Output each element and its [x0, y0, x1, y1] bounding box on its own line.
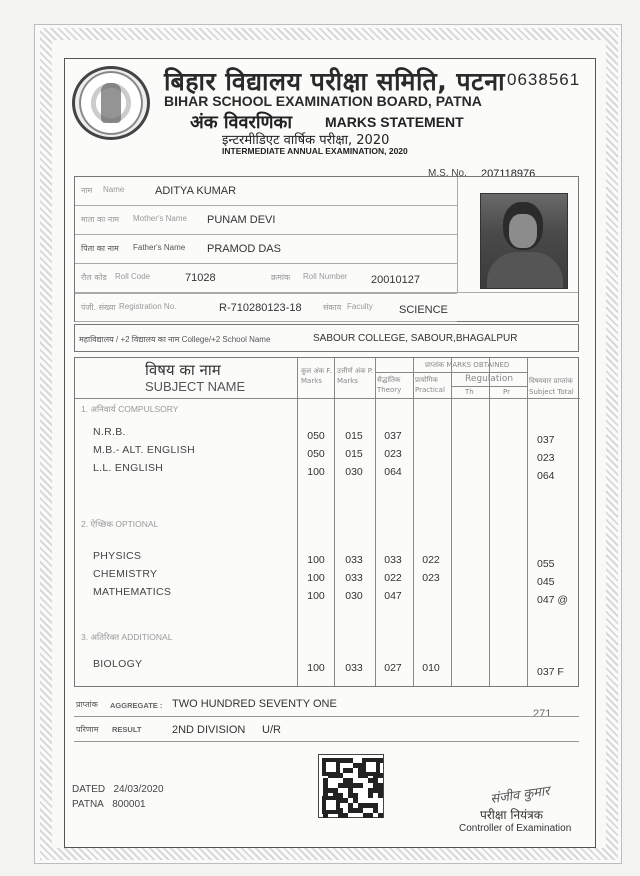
college-name: SABOUR COLLEGE, SABOUR,BHAGALPUR [313, 333, 518, 344]
marks-cell-fm: 100 [307, 572, 325, 584]
exam-name-hindi: इन्टरमीडिएट वार्षिक परीक्षा, 2020 [222, 133, 390, 148]
subject-total: 047 @ [537, 594, 569, 606]
pin-code: 800001 [112, 799, 146, 810]
aggregate-label-hindi: प्राप्तांक [76, 700, 98, 709]
theory-header: सैद्धांतिक Theory [377, 376, 402, 394]
marks-cell-pm: 015 [345, 430, 363, 442]
aggregate-label-english: AGGREGATE : [110, 701, 163, 710]
marks-cell-th: 023 [384, 448, 402, 460]
additional-group-label: 3. अतिरिक्त ADDITIONAL [81, 632, 173, 642]
regulation-practical-header: Pr [503, 388, 510, 396]
father-row [75, 235, 457, 264]
serial-number: 0638561 [507, 70, 581, 89]
subject-total: 055 [537, 558, 555, 570]
name-label-english: Name [103, 185, 125, 194]
ms-number-label: M.S. No. [428, 168, 467, 179]
marks-cell-th: 064 [384, 466, 402, 478]
registration-row [75, 293, 457, 322]
compulsory-group-label: 1. अनिवार्य COMPULSORY [81, 404, 179, 414]
marks-cell-pm: 030 [345, 590, 363, 602]
name-label-hindi: नाम [81, 186, 93, 195]
candidate-photo [480, 193, 568, 289]
registration-label-english: Registration No. [119, 302, 177, 311]
roll-code-label-hindi: रौल कोड [81, 273, 107, 282]
marks-cell-th: 022 [384, 572, 402, 584]
dated-block [72, 784, 164, 810]
marks-cell-pr: 010 [422, 662, 440, 674]
roll-code-label-english: Roll Code [115, 272, 151, 281]
marks-cell-th: 047 [384, 590, 402, 602]
full-marks-header: कुल अंक F. Marks [301, 367, 332, 385]
board-title-hindi: बिहार विद्यालय परीक्षा समिति, पटना [164, 67, 506, 96]
board-emblem-icon [72, 66, 150, 140]
board-title-english: BIHAR SCHOOL EXAMINATION BOARD, PATNA [164, 93, 482, 109]
marks-obtained-header: प्राप्तांक MARKS OBTAINED [425, 361, 510, 369]
division: 2ND DIVISION [172, 724, 246, 736]
regulation-header: Regulation [465, 374, 514, 384]
subject-total: 045 [537, 576, 555, 588]
mother-label-english: Mother's Name [133, 214, 187, 223]
name-row [75, 177, 457, 206]
registration-number: R-710280123-18 [219, 302, 302, 314]
subject-name: M.B.- ALT. ENGLISH [93, 444, 196, 456]
aggregate-row [74, 692, 579, 720]
roll-code: 71028 [185, 272, 216, 284]
registration-label-hindi: पंजी. संख्या [81, 303, 116, 312]
marks-table [74, 357, 579, 687]
subject-total-header: विषयवार प्राप्तांक Subject Total [529, 377, 574, 396]
aggregate-total: 271 [533, 708, 552, 720]
subject-header-english: SUBJECT NAME [145, 379, 246, 394]
controller-signature: संजीव कुमार [489, 783, 551, 808]
controller-title-english: Controller of Examination [459, 823, 572, 834]
faculty-label-english: Faculty [347, 302, 373, 311]
marks-cell-fm: 100 [307, 466, 325, 478]
pass-marks-header: उत्तीर्ण अंक P. Marks [337, 367, 374, 385]
father-name: PRAMOD DAS [207, 243, 281, 255]
marks-cell-th: 037 [384, 430, 402, 442]
mother-row [75, 206, 457, 235]
practical-header: प्रायोगिक Practical [415, 376, 445, 394]
father-label-english: Father's Name [133, 243, 186, 252]
subject-name: MATHEMATICS [93, 586, 172, 598]
exam-name-english: INTERMEDIATE ANNUAL EXAMINATION, 2020 [222, 146, 408, 156]
college-label: महाविद्यालय / +2 विद्यालय का नाम College/+2 School Name [79, 335, 271, 344]
faculty-label-hindi: संकाय [323, 303, 342, 312]
result-label-english: RESULT [112, 725, 142, 734]
issue-date: 24/03/2020 [113, 784, 164, 795]
aggregate-in-words: TWO HUNDRED SEVENTY ONE [172, 698, 337, 710]
marks-cell-pm: 033 [345, 662, 363, 674]
marks-cell-th: 027 [384, 662, 402, 674]
qr-code-icon [318, 754, 384, 818]
optional-group-label: 2. ऐच्छिक OPTIONAL [81, 519, 159, 529]
marks-cell-fm: 100 [307, 554, 325, 566]
subject-total: 037 [537, 434, 555, 446]
marks-cell-pm: 033 [345, 554, 363, 566]
marks-cell-fm: 100 [307, 590, 325, 602]
dated-label: DATED [72, 784, 106, 795]
mother-label-hindi: माता का नाम [81, 215, 120, 224]
result-status: U/R [262, 724, 281, 736]
college-row [74, 324, 579, 352]
marks-cell-pm: 015 [345, 448, 363, 460]
marks-cell-fm: 100 [307, 662, 325, 674]
marks-cell-th: 033 [384, 554, 402, 566]
subject-header-hindi: विषय का नाम [145, 361, 221, 379]
marks-cell-pr: 023 [422, 572, 440, 584]
subject-total: 064 [537, 470, 555, 482]
controller-title-hindi: परीक्षा नियंत्रक [480, 808, 543, 822]
mother-name: PUNAM DEVI [207, 214, 276, 226]
faculty: SCIENCE [399, 304, 448, 316]
candidate-name: ADITYA KUMAR [155, 185, 237, 197]
subject-name: PHYSICS [93, 550, 142, 562]
roll-number-label-hindi: क्रमांक [271, 273, 291, 282]
result-row [74, 716, 579, 742]
regulation-theory-header: Th [465, 388, 474, 396]
marks-cell-pm: 030 [345, 466, 363, 478]
marks-cell-fm: 050 [307, 448, 325, 460]
subject-name: L.L. ENGLISH [93, 462, 164, 474]
roll-number-label-english: Roll Number [303, 272, 348, 281]
subject-name: CHEMISTRY [93, 568, 158, 580]
marks-cell-pm: 033 [345, 572, 363, 584]
marks-statement-english: MARKS STATEMENT [325, 114, 464, 130]
subject-total: 023 [537, 452, 555, 464]
place-label: PATNA [72, 799, 104, 810]
roll-number: 20010127 [371, 274, 420, 286]
ms-number: 207118976 [481, 168, 536, 180]
subject-name: N.R.B. [93, 426, 126, 438]
marks-cell-pr: 022 [422, 554, 440, 566]
subject-total: 037 F [537, 666, 564, 678]
father-label-hindi: पिता का नाम [81, 244, 119, 253]
roll-row [75, 264, 457, 293]
subject-name: BIOLOGY [93, 658, 143, 670]
marks-statement-hindi: अंक विवरणिका [190, 112, 293, 133]
marks-cell-fm: 050 [307, 430, 325, 442]
result-label-hindi: परिणाम [76, 725, 99, 734]
